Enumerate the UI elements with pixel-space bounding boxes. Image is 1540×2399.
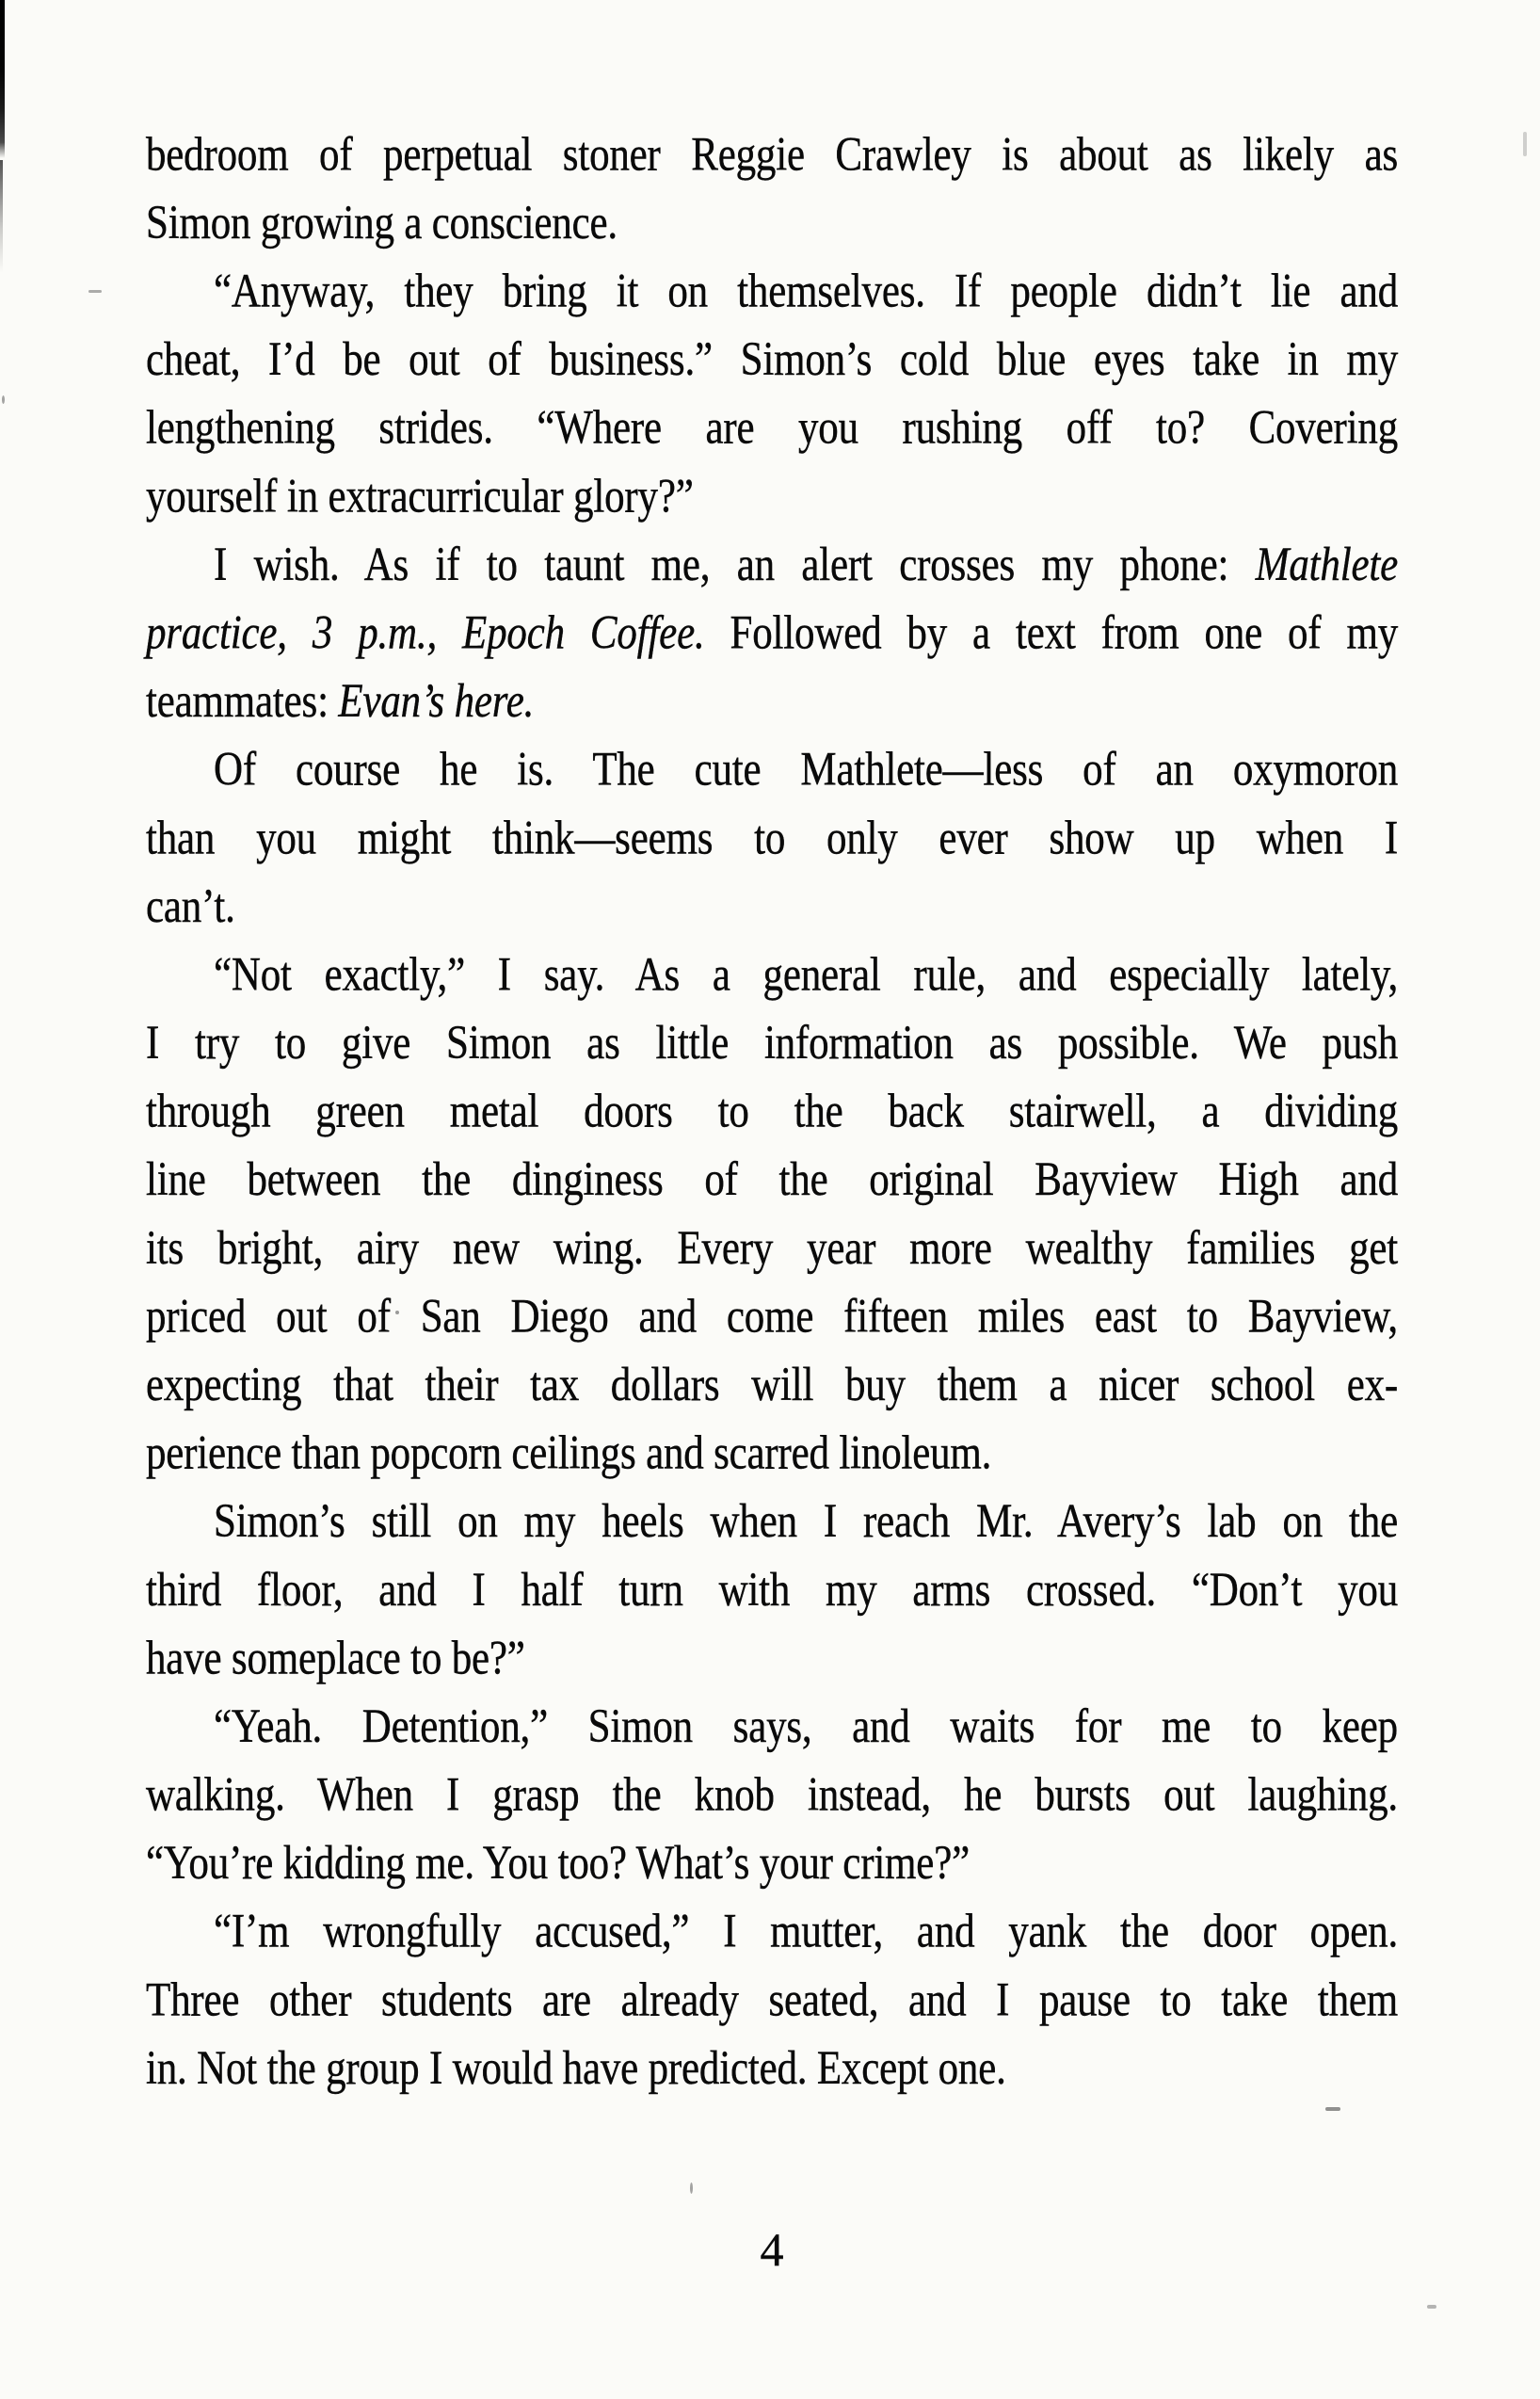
scan-speck — [690, 2182, 693, 2194]
text-segment: priced out of San Diego and come fifteen miles east to Bayview, — [146, 1290, 1398, 1344]
text-segment: line between the dinginess of the original Bayview High and — [146, 1153, 1398, 1207]
text-line — [146, 462, 1398, 531]
text-line — [146, 1829, 1398, 1898]
text-line — [146, 1009, 1398, 1078]
scan-speck — [1325, 2107, 1340, 2111]
text-line — [146, 189, 1398, 258]
text-line — [146, 1555, 1398, 1624]
text-line — [146, 257, 1398, 326]
text-segment: Simon’s still on my heels when I reach Mr. Avery’s lab on the — [214, 1495, 1398, 1549]
text-segment: “Yeah. Detention,” Simon says, and waits for me to keep — [214, 1699, 1398, 1753]
text-line — [146, 1624, 1398, 1693]
text-segment: Simon growing a conscience. — [146, 196, 618, 250]
text-segment: “Anyway, they bring it on themselves. If people didn’t lie and — [214, 265, 1398, 318]
text-segment: Of course he is. The cute Mathlete—less of an oxymoron — [214, 743, 1398, 797]
scan-speck — [1523, 132, 1527, 156]
text-segment: cheat, I’d be out of business.” Simon’s cold blue eyes take in my — [146, 333, 1398, 387]
text-segment: bedroom of perpetual stoner Reggie Crawley is about as likely as — [146, 128, 1398, 182]
text-segment: teammates: — [146, 675, 339, 728]
scan-speck — [2, 395, 5, 404]
text-segment: can’t. — [146, 879, 235, 933]
page-number: 4 — [760, 2223, 784, 2276]
text-segment-italic: Mathlete — [1255, 538, 1398, 591]
text-line — [146, 531, 1398, 600]
text-segment: “I’m wrongfully accused,” I mutter, and yank the door open. — [214, 1905, 1398, 1958]
text-segment: expecting that their tax dollars will buy them a nicer school ex- — [146, 1358, 1398, 1411]
text-line — [146, 1077, 1398, 1146]
text-segment-italic: Evan’s here. — [338, 675, 535, 728]
text-line — [146, 599, 1398, 668]
text-segment: perience than popcorn ceilings and scarred linoleum. — [146, 1426, 992, 1480]
text-segment: its bright, airy new wing. Every year more wealthy families get — [146, 1221, 1398, 1275]
text-line — [146, 326, 1398, 394]
text-segment: “You’re kidding me. You too? What’s your crime?” — [146, 1837, 970, 1891]
text-segment: third floor, and I half turn with my arms crossed. “Don’t you — [146, 1563, 1398, 1617]
text-segment: lengthening strides. “Where are you rushing off to? Covering — [146, 401, 1398, 455]
text-line — [146, 121, 1398, 189]
scan-speck — [88, 290, 102, 293]
text-segment: Three other students are already seated, and I pause to take them — [146, 1973, 1398, 2027]
scan-gutter-streak-fade — [0, 160, 3, 273]
text-line — [146, 1897, 1398, 1966]
text-line — [146, 1214, 1398, 1282]
text-line — [146, 1351, 1398, 1420]
text-line — [146, 941, 1398, 1009]
text-segment: walking. When I grasp the knob instead, he bursts out laughing. — [146, 1768, 1398, 1822]
text-segment: I try to give Simon as little information as possible. We push — [146, 1017, 1398, 1070]
text-segment: have someplace to be?” — [146, 1632, 525, 1685]
text-line — [146, 735, 1398, 804]
text-line — [146, 2035, 1398, 2103]
text-segment-italic: practice, 3 p.m., Epoch Coffee. — [146, 606, 705, 660]
text-segment: than you might think—seems to only ever show up when I — [146, 812, 1398, 865]
text-line — [146, 804, 1398, 873]
text-segment: I wish. As if to taunt me, an alert crosses my phone: — [214, 538, 1256, 591]
text-line — [146, 1488, 1398, 1556]
text-segment: through green metal doors to the back stairwell, a dividing — [146, 1085, 1398, 1138]
text-line — [146, 668, 1398, 736]
text-line — [146, 1761, 1398, 1829]
text-line — [146, 1146, 1398, 1215]
text-segment: yourself in extracurricular glory?” — [146, 470, 694, 523]
text-line — [146, 872, 1398, 941]
scan-speck — [1427, 2305, 1436, 2309]
text-segment: “Not exactly,” I say. As a general rule, and especially lately, — [214, 948, 1398, 1002]
scan-gutter-streak — [0, 0, 5, 158]
text-segment: in. Not the group I would have predicted. Except one. — [146, 2041, 1006, 2095]
page-text — [146, 121, 1398, 2102]
text-line — [146, 1693, 1398, 1762]
text-line — [146, 1419, 1398, 1488]
text-line — [146, 1966, 1398, 2035]
text-line — [146, 1282, 1398, 1351]
text-line — [146, 394, 1398, 462]
text-segment: Followed by a text from one of my — [704, 606, 1398, 660]
